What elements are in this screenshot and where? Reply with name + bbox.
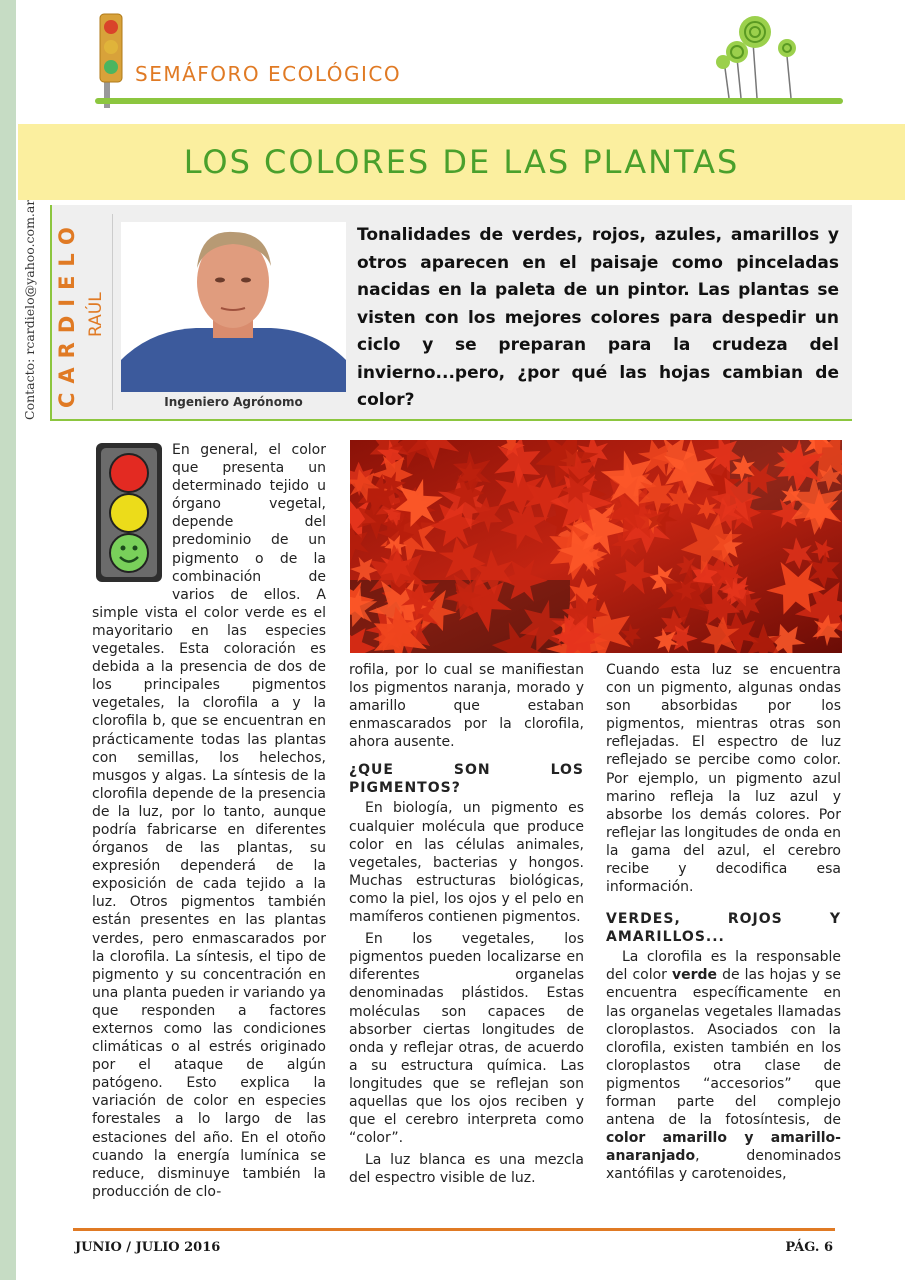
side-band	[0, 0, 16, 1280]
magazine-header	[95, 10, 855, 110]
traffic-light-logo-icon	[95, 10, 131, 110]
article-title: LOS COLORES DE LAS PLANTAS	[183, 143, 740, 181]
section-heading-pigments: ¿QUE SON LOS PIGMENTOS?	[349, 762, 584, 797]
section-heading-colors: VERDES, ROJOS Y AMARILLOS...	[606, 911, 841, 946]
issue-date: JUNIO / JULIO 2016	[75, 1240, 221, 1255]
red-maple-leaves-image	[350, 440, 842, 653]
smiling-traffic-light-icon	[92, 441, 166, 584]
column-2-paragraph: La luz blanca es una mezcla del espectro visible de luz.	[349, 1152, 584, 1187]
column-2-paragraph: rofila, por lo cual se manifiestan los pigmentos naranja, morado y amarillo que estaban enmascarados por la clorofila, ahora ausente.	[349, 662, 584, 751]
tree-swirl-icon	[707, 12, 817, 100]
column-1-paragraph: En general, el color que presenta un determinado tejido u órgano vegetal, depende del predominio de un pigmento o de la combinación de varios de ellos. A simple vista el color verde es el mayoritario en las especies vegetales. Esta coloración es debida a la presencia de dos de los principales pigmentos vegetales, la clorofila a y la clorofila b, que se encuentran en prácticamente todas las plantas con semillas, los helechos, musgos y algas. La síntesis de la clorofila depende de la presencia de la luz, por lo tanto, aunque podría fabricarse en diferentes órganos de las plantas, su expresión dependerá de la exposición de cada tejido a la luz. Otros pigmentos también están presentes en las plantas verdes, pero enmascarados por la clorofila. La síntesis, el tipo de pigmento y su concentración en una planta pueden ir variando ya que responden a factores externos como las condiciones climáticas o al estrés originado por el ataque de algún patógeno. Esto explica la variación de color en especies forestales a lo largo de las estaciones del año. En el otoño cuando la energía lumínica se reduce, disminuye también la producción de clo-	[92, 442, 326, 1200]
text-column-3	[606, 661, 841, 1183]
magazine-brand: SEMÁFORO ECOLÓGICO	[135, 62, 402, 86]
text-column-2	[349, 661, 584, 1187]
column-2-paragraph: En los vegetales, los pigmentos pueden localizarse en diferentes organelas denominadas plástidos. Estas moléculas son capaces de absorber ciertas longitudes de onda y reflejar otras, de acuerdo a su estructura química. Las longitudes que se reflejan son aquellas que los ojos reciben y que el cerebro interpreta como “color”.	[349, 931, 584, 1147]
author-divider	[112, 214, 113, 410]
title-band	[18, 124, 905, 200]
author-first-name: RAÚL	[86, 292, 106, 338]
author-role: Ingeniero Agrónomo	[164, 395, 303, 409]
article-intro: Tonalidades de verdes, rojos, azules, amarillos y otros aparecen en el paisaje como pinceladas nacidas en la paleta de un pintor. Las plantas se visten con los mejores colores para despedir un ciclo y se preparan para la crudeza del invierno...pero, ¿por qué las hojas cambian de color?	[357, 225, 839, 410]
contact-email: Contacto: rcardielo@yahoo.com.ar	[22, 199, 37, 420]
footer-rule	[73, 1228, 835, 1231]
column-3-paragraph: Cuando esta luz se encuentra con un pigmento, algunas ondas son absorbidas por los pigmentos, mientras otras son reflejadas. El espectro de luz reflejado se percibe como color. Por ejemplo, un pigmento azul marino refleja la luz azul y absorbe los demás colores. Por reflejar las longitudes de onda en la gama del azul, el cerebro recibe y decodifica esa información.	[606, 662, 841, 896]
page-number: PÁG. 6	[785, 1240, 833, 1255]
column-2-paragraph: En biología, un pigmento es cualquier molécula que produce color en las células animales, vegetales, bacterias y hongos. Muchas estructuras biológicas, como la piel, los ojos y el pelo en mamíferos contienen pigmentos.	[349, 800, 584, 926]
column-3-paragraph: La clorofila es la responsable del color verde de las hojas y se encuentra específicamente en las organelas vegetales llamadas cloroplastos. Asociados con la clorofila, existen también en los cloroplastos otra clase de pigmentos “accesorios” que forman parte del complejo antena de la fotosíntesis, de color amarillo y amarillo-anaranjado, denominados xantófilas y carotenoides,	[606, 949, 841, 1183]
author-photo	[121, 222, 346, 392]
author-surname: CARDIELO	[55, 218, 79, 408]
text-column-1	[92, 441, 326, 1201]
